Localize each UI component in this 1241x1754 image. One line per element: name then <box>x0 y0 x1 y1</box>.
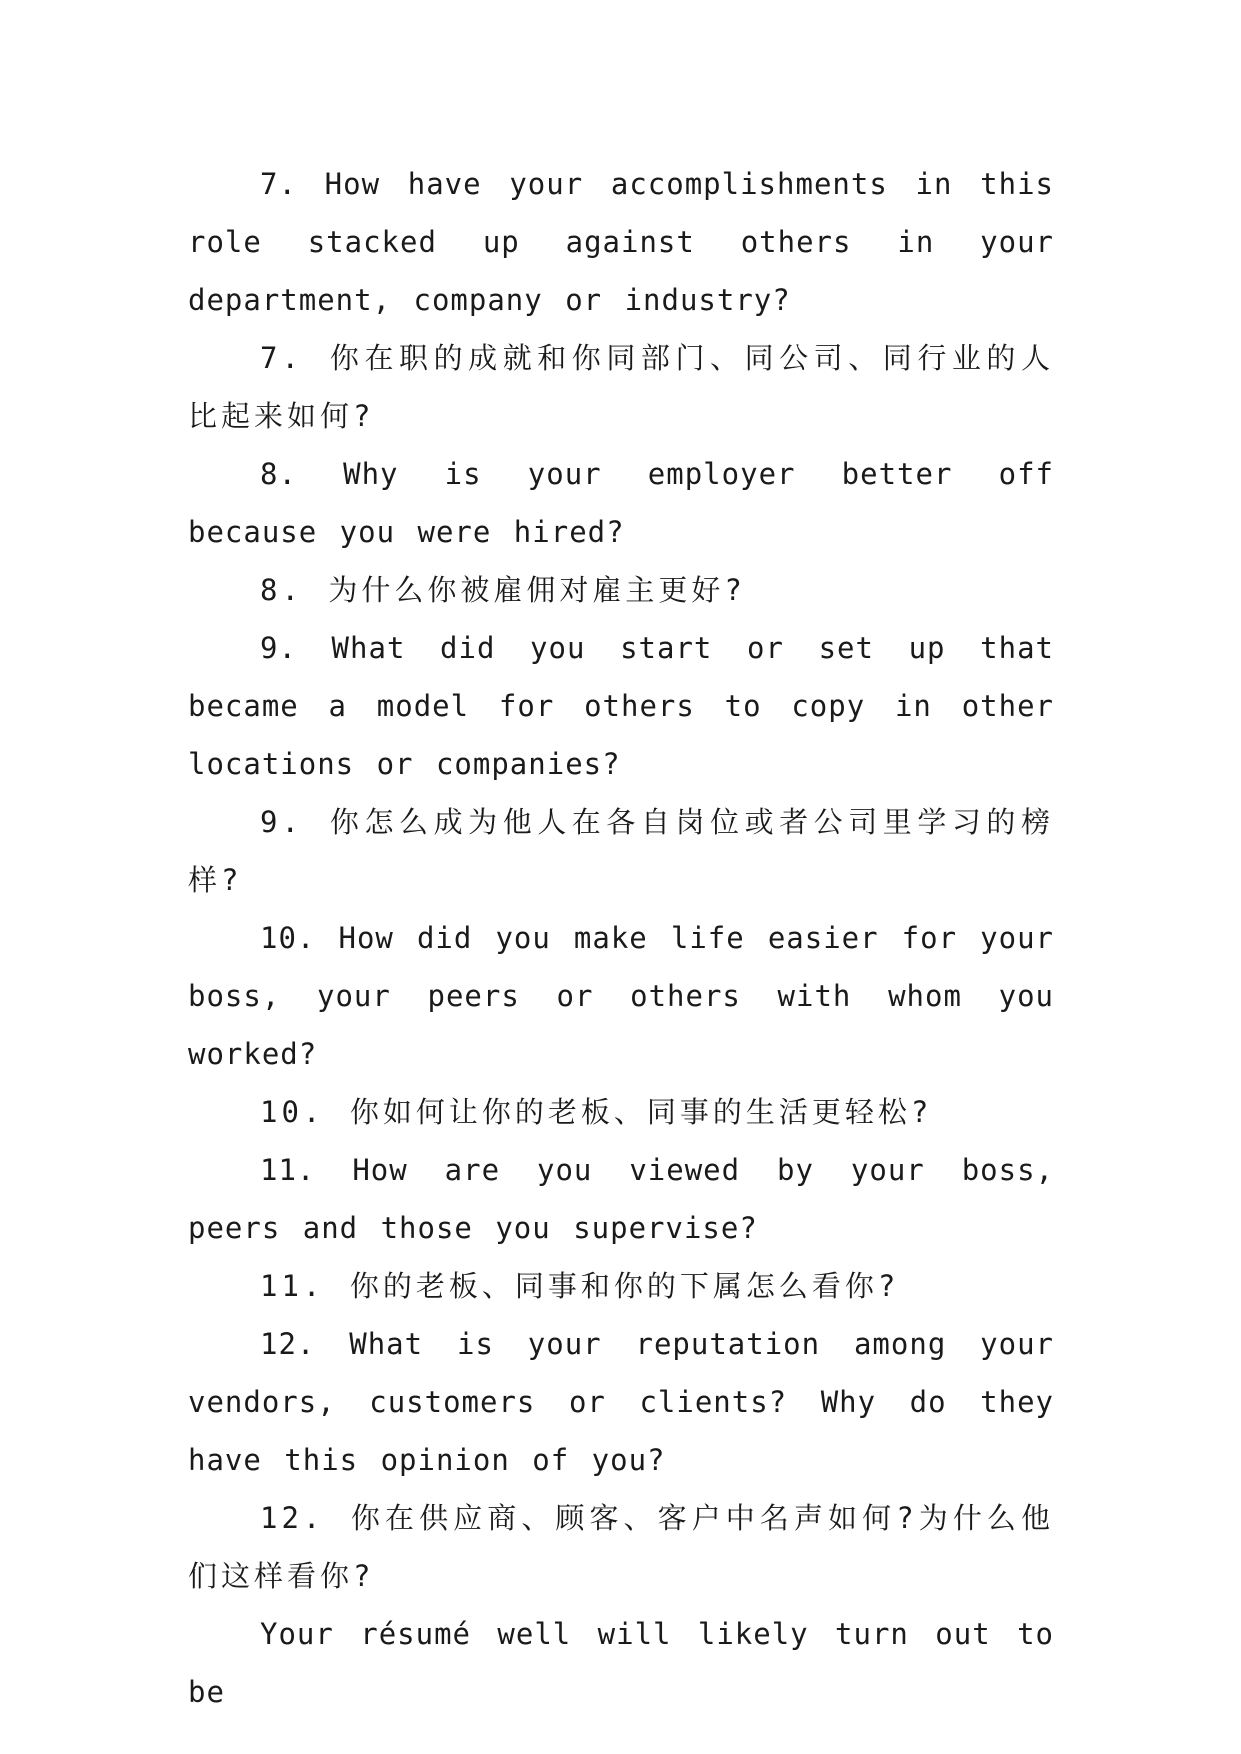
paragraph-q12-zh: 12. 你在供应商、顾客、客户中名声如何?为什么他们这样看你? <box>188 1501 1054 1593</box>
paragraph-q10-en: 10. How did you make life easier for your boss, your peers or others with whom you worked? <box>188 921 1054 1071</box>
paragraph-q8-zh: 8. 为什么你被雇佣对雇主更好? <box>260 573 746 607</box>
paragraph-q9-en: 9. What did you start or set up that became a model for others to copy in other locations or companies? <box>188 631 1054 781</box>
paragraph-q8-en: 8. Why is your employer better off because you were hired? <box>188 457 1054 549</box>
paragraph-q7-en: 7. How have your accomplishments in this role stacked up against others in your department, company or industry? <box>188 167 1054 317</box>
document-body <box>188 155 1054 1721</box>
paragraph-q11-zh: 11. 你的老板、同事和你的下属怎么看你? <box>260 1269 900 1303</box>
paragraph-q10-zh: 10. 你如何让你的老板、同事的生活更轻松? <box>260 1095 933 1129</box>
paragraph-closing: Your résumé well will likely turn out to be <box>188 1617 1054 1709</box>
paragraph-q7-zh: 7. 你在职的成就和你同部门、同公司、同行业的人比起来如何? <box>188 341 1054 433</box>
paragraph-q11-en: 11. How are you viewed by your boss, peers and those you supervise? <box>188 1153 1054 1245</box>
paragraph-q9-zh: 9. 你怎么成为他人在各自岗位或者公司里学习的榜样? <box>188 805 1054 897</box>
paragraph-q12-en: 12. What is your reputation among your vendors, customers or clients? Why do they have this opinion of you? <box>188 1327 1054 1477</box>
